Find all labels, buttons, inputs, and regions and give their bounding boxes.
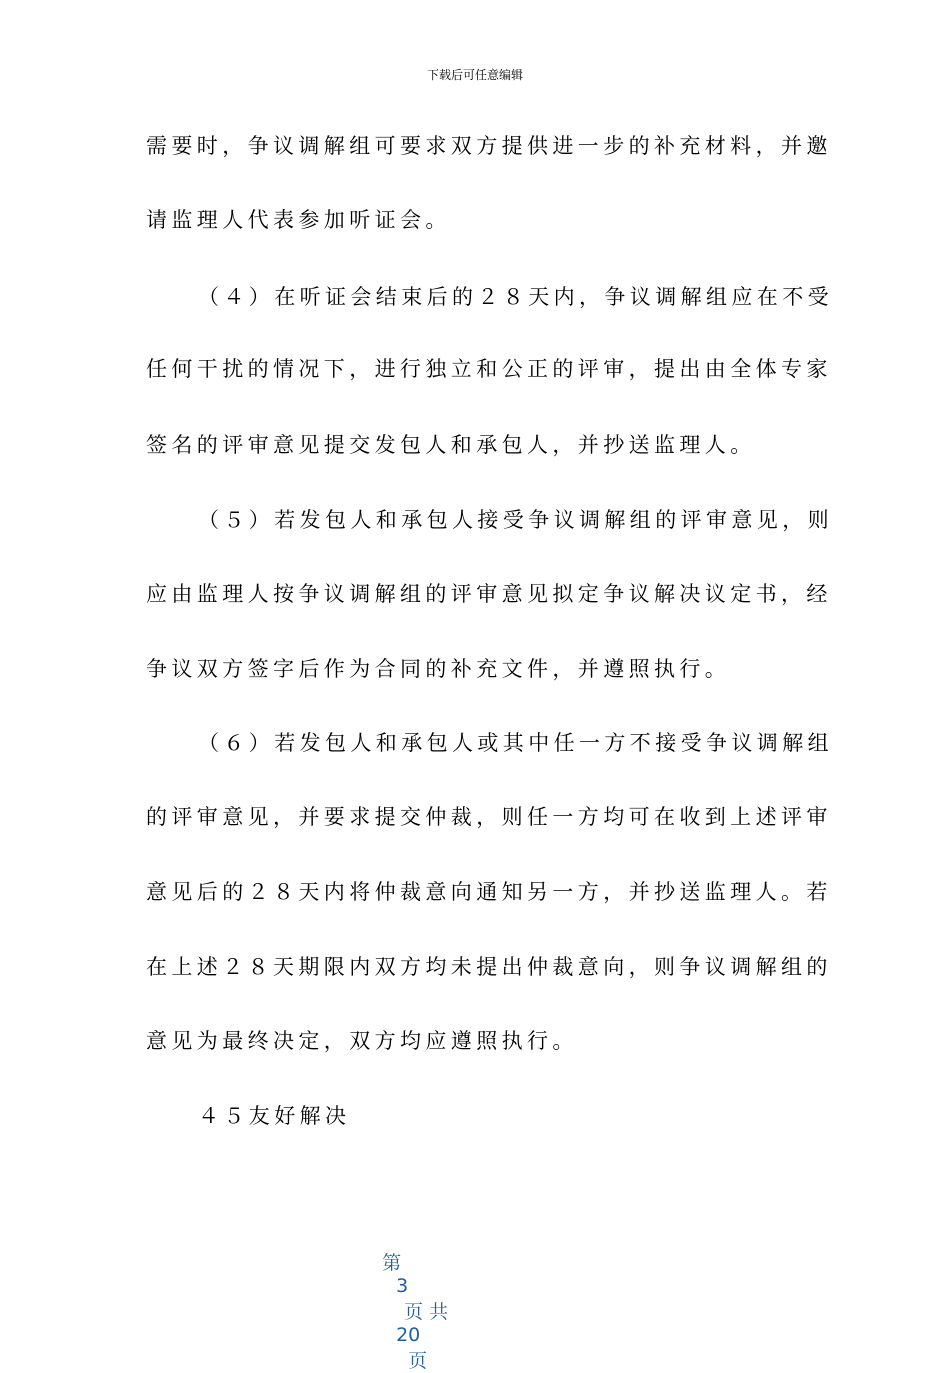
- body-line: 争议双方签字后作为合同的补充文件，并遵照执行。: [146, 657, 731, 681]
- body-line: 的评审意见，并要求提交仲裁，则任一方均可在收到上述评审: [146, 805, 832, 829]
- footer-suffix: 页: [408, 1350, 428, 1372]
- body-line: 请监理人代表参加听证会。: [146, 208, 451, 232]
- body-line: 在上述２８天期限内双方均未提出仲裁意向，则争议调解组的: [146, 955, 832, 979]
- page-footer: [370, 1226, 448, 1373]
- current-page-number: 3: [396, 1275, 409, 1297]
- body-line: 任何干扰的情况下，进行独立和公正的评审，提出由全体专家: [146, 357, 832, 381]
- page-header: 下载后可任意编辑: [426, 68, 523, 82]
- body-line: 签名的评审意见提交发包人和承包人，并抄送监理人。: [146, 433, 756, 457]
- body-line: （６）若发包人和承包人或其中任一方不接受争议调解组: [198, 731, 833, 755]
- total-page-count: 20: [396, 1324, 421, 1346]
- footer-middle: 页 共: [404, 1301, 449, 1323]
- body-line: （５）若发包人和承包人接受争议调解组的评审意见，则: [198, 508, 833, 532]
- footer-prefix: 第: [382, 1252, 402, 1274]
- section-heading: ４５友好解决: [198, 1104, 351, 1128]
- body-line: 意见为最终决定，双方均应遵照执行。: [146, 1029, 578, 1053]
- body-line: 需要时，争议调解组可要求双方提供进一步的补充材料，并邀: [146, 134, 832, 158]
- body-line: （４）在听证会结束后的２８天内，争议调解组应在不受: [198, 285, 833, 309]
- body-line: 应由监理人按争议调解组的评审意见拟定争议解决议定书，经: [146, 582, 832, 606]
- body-line: 意见后的２８天内将仲裁意向通知另一方，并抄送监理人。若: [146, 880, 832, 904]
